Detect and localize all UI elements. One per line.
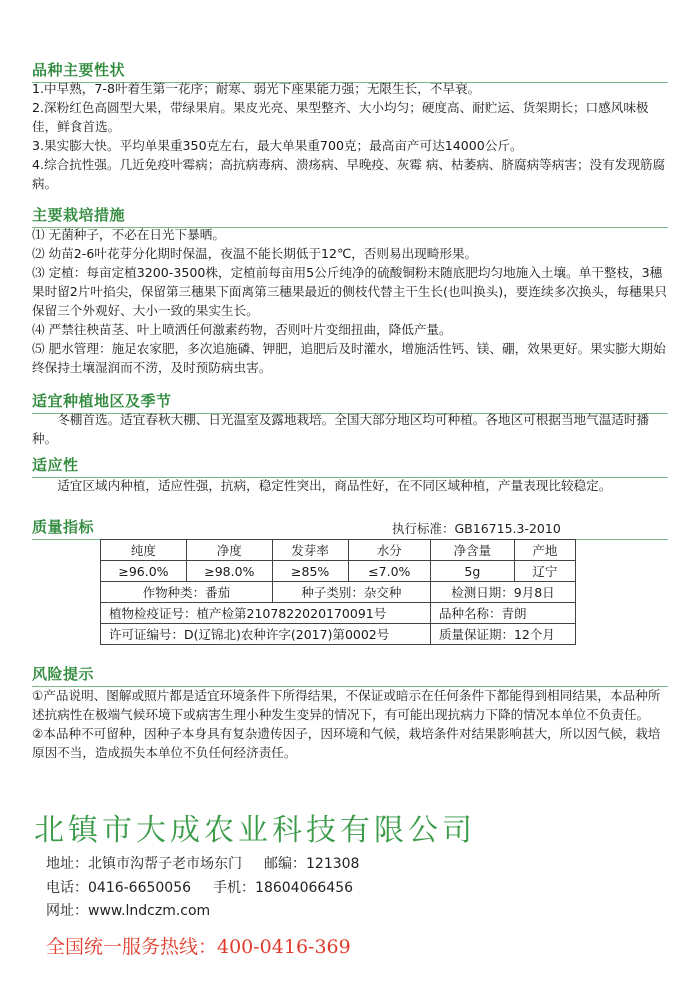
table-header: 发芽率	[272, 540, 348, 561]
risk-title-text: 风险提示	[32, 665, 95, 683]
seed-type-cell: 种子类别：杂交种	[272, 582, 430, 603]
license-cell: 许可证编号：D(辽锦北)农种许字(2017)第0002号	[101, 624, 431, 645]
contact-phone-line	[46, 877, 353, 897]
adaptability-text	[32, 476, 672, 495]
phone-text: 电话：0416-6650056	[46, 880, 192, 896]
table-header: 纯度	[101, 540, 187, 561]
quality-title-text: 质量指标	[32, 518, 95, 536]
table-cell: 5g	[430, 561, 514, 582]
table-row	[101, 540, 576, 561]
section-title-cultivation	[32, 204, 125, 225]
table-row	[101, 582, 576, 603]
traits-list	[32, 79, 672, 193]
test-date-cell: 检测日期：9月8日	[430, 582, 575, 603]
company-name: 北镇市大成农业科技有限公司	[34, 813, 476, 848]
mobile-text: 手机：18604066456	[213, 880, 354, 896]
risk-item: ①产品说明、图解或照片都是适宜环境条件下所得结果，不保证或暗示在任何条件下都能得到相同结果，本品种所述抗病性在极端气候环境下或病害生理小种发生变异的情况下，有可能出现抗病力下降的情况本单位不负责任。	[32, 688, 661, 722]
traits-item: 3.果实膨大快。平均单果重350克左右，最大单果重700克；最高亩产可达14000公斤。	[32, 138, 523, 153]
quarantine-cell: 植物检疫证号：植产检第2107822020170091号	[101, 603, 431, 624]
address-text: 地址：北镇市沟帮子老市场东门	[46, 856, 242, 872]
section-title-traits	[32, 59, 125, 80]
table-header: 水分	[348, 540, 430, 561]
cultivation-item: ⑴ 无菌种子，不必在日光下暴晒。	[32, 227, 225, 242]
traits-item: 2.深粉红色高圆型大果，带绿果肩。果皮光亮、果型整齐、大小均匀；硬度高、耐贮运、货架期长；口感风味极佳，鲜食首选。	[32, 100, 649, 134]
table-row	[101, 603, 576, 624]
cultivation-item: ⑸ 肥水管理：施足农家肥，多次追施磷、钾肥，追肥后及时灌水，增施活性钙、镁、硼，效果更好。果实膨大期始终保持土壤湿润而不涝，及时预防病虫害。	[32, 341, 666, 375]
traits-title-text: 品种主要性状	[32, 61, 126, 79]
section-title-adaptability	[32, 454, 79, 475]
table-cell: ≤7.0%	[348, 561, 430, 582]
region-text	[32, 410, 672, 448]
table-header: 净含量	[430, 540, 514, 561]
contact-website-line	[46, 900, 210, 920]
risk-list	[32, 686, 672, 762]
table-cell: ≥98.0%	[186, 561, 272, 582]
warranty-cell: 质量保证期：12个月	[430, 624, 575, 645]
cultivation-title-text: 主要栽培措施	[32, 206, 126, 224]
cultivation-item: ⑷ 严禁往秧苗茎、叶上喷洒任何激素药物，否则叶片变细扭曲，降低产量。	[32, 322, 452, 337]
table-header: 净度	[186, 540, 272, 561]
table-cell: 辽宁	[514, 561, 575, 582]
cultivation-item: ⑶ 定植：每亩定植3200-3500株，定植前每亩用5公斤纯净的硫酸铜粉末随底肥均匀地施入土壤。单干整枝，3穗果时留2片叶掐尖，保留第三穗果下面离第三穗果最近的侧枝代替主干生长(也叫换头)，要连续多次换头，每穗果只保留三个外观好、大小一致的果实生长。	[32, 265, 667, 318]
variety-cell: 品种名称：青朗	[430, 603, 575, 624]
postcode-text: 邮编：121308	[264, 856, 360, 872]
table-cell: ≥96.0%	[101, 561, 187, 582]
contact-address-line	[46, 853, 359, 873]
section-title-risk	[32, 663, 94, 684]
region-paragraph: 冬棚首选。适宜春秋大棚、日光温室及露地栽培。全国大部分地区均可种植。各地区可根据当地气温适时播种。	[32, 412, 650, 446]
region-title-text: 适宜种植地区及季节	[32, 392, 172, 410]
adaptability-title-text: 适应性	[32, 456, 79, 474]
cultivation-list	[32, 225, 672, 377]
crop-type-cell: 作物种类：番茄	[101, 582, 273, 603]
execution-standard: 执行标准：GB16715.3-2010	[392, 521, 561, 536]
table-cell: ≥85%	[272, 561, 348, 582]
website-link[interactable]: 网址：www.lndczm.com	[46, 903, 211, 919]
risk-item: ②本品种不可留种，因种子本身具有复杂遗传因子，因环境和气候，栽培条件对结果影响甚大，所以因气候，栽培原因不当，造成损失本单位不负任何经济责任。	[32, 726, 661, 760]
cultivation-item: ⑵ 幼苗2-6叶花芽分化期时保温，夜温不能长期低于12℃，否则易出现畸形果。	[32, 246, 478, 261]
service-hotline: 全国统一服务热线：400-0416-369	[46, 936, 351, 958]
table-row	[101, 561, 576, 582]
section-title-quality	[32, 516, 94, 537]
table-header: 产地	[514, 540, 575, 561]
section-title-region	[32, 390, 172, 411]
adaptability-paragraph: 适宜区域内种植，适应性强，抗病，稳定性突出，商品性好，在不同区域种植，产量表现比较稳定。	[57, 478, 612, 493]
table-row	[101, 624, 576, 645]
traits-item: 4.综合抗性强。几近免疫叶霉病；高抗病毒病、溃疡病、早晚疫、灰霉 病、枯萎病、脐腐病等病害；没有发现筋腐病。	[32, 157, 666, 191]
traits-item: 1.中早熟，7-8叶着生第一花序；耐寒、弱光下座果能力强；无限生长，不早衰。	[32, 81, 481, 96]
quality-table	[100, 539, 576, 645]
